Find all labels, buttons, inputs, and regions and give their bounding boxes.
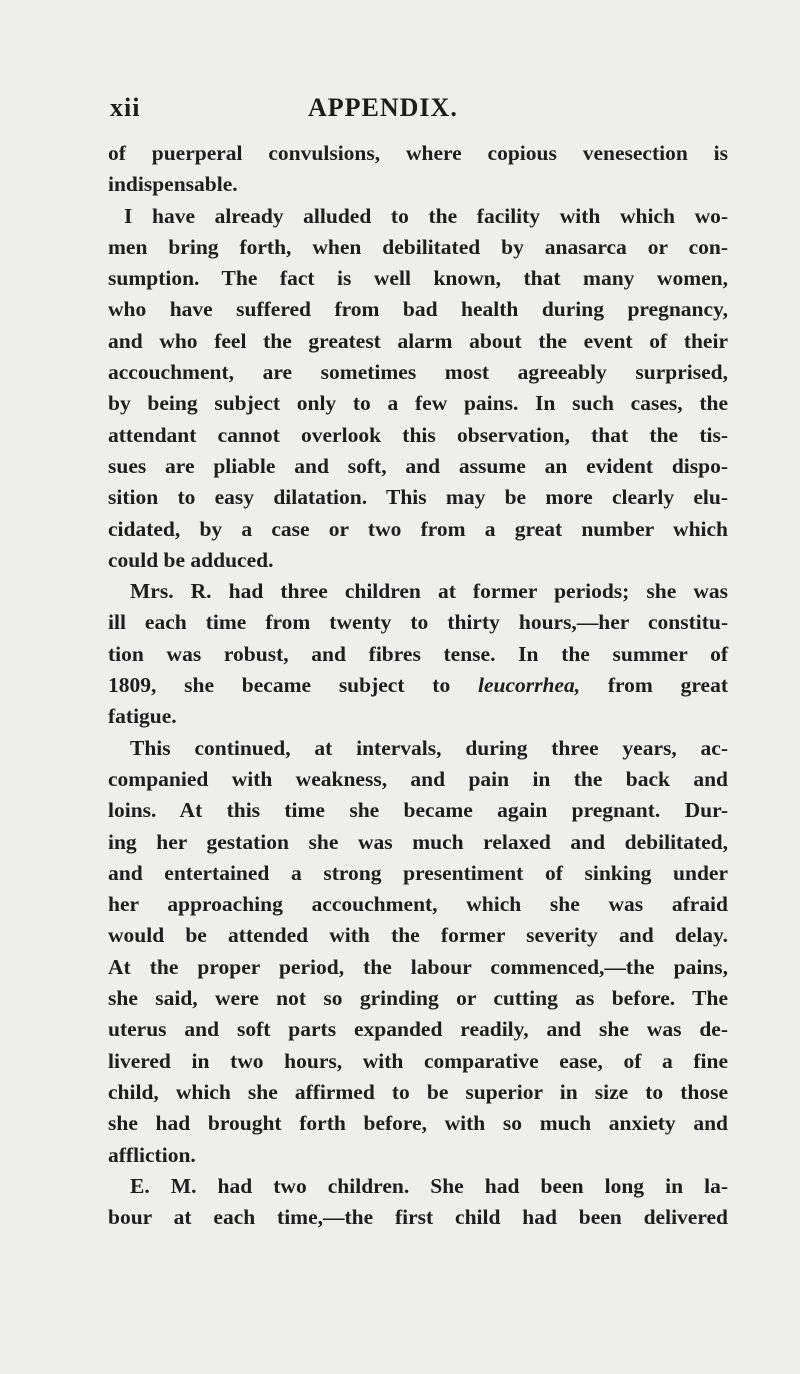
text-line: she had brought forth before, with so much anxiety and — [108, 1111, 728, 1136]
text-line: and entertained a strong presentiment of sinking under — [108, 860, 728, 885]
text-line: tion was robust, and fibres tense. In the summer of — [108, 641, 728, 666]
text-line: indispensable. — [108, 172, 238, 197]
body-text — [108, 138, 728, 1233]
text-line: child, which she affirmed to be superior in size to those — [108, 1079, 728, 1104]
text-line: cidated, by a case or two from a great number which — [108, 516, 728, 541]
text-line: could be adduced. — [108, 547, 274, 572]
text-line: uterus and soft parts expanded readily, and she was de- — [108, 1017, 728, 1042]
text-line: by being subject only to a few pains. In such cases, the — [108, 391, 728, 416]
text-line: her approaching accouchment, which she was afraid — [108, 892, 728, 917]
text-line: livered in two hours, with comparative ease, of a fine — [108, 1048, 728, 1073]
text-line: bour at each time,—the first child had been delivered — [108, 1205, 728, 1230]
page-number: xii — [110, 93, 141, 122]
page-header — [108, 93, 720, 133]
text-line: fatigue. — [108, 704, 177, 729]
text-line: sition to easy dilatation. This may be more clearly elu- — [108, 485, 728, 510]
text-line: of puerperal convulsions, where copious venesection is — [108, 141, 728, 165]
italic-term: leucorrhea, — [477, 673, 581, 698]
text-line: companied with weakness, and pain in the back and — [108, 766, 728, 791]
text-line: attendant cannot overlook this observation, that the tis- — [108, 422, 728, 447]
text-line: she said, were not so grinding or cutting as before. The — [108, 986, 728, 1011]
text-line: sues are pliable and soft, and assume an evident dispo- — [108, 453, 728, 478]
text-line: and who feel the greatest alarm about the event of their — [108, 328, 728, 353]
text-line: would be attended with the former severity and delay. — [108, 923, 728, 948]
text-line: ing her gestation she was much relaxed and debilitated, — [108, 829, 728, 854]
text-line: Mrs. R. had three children at former periods; she was — [130, 579, 728, 604]
text-line: men bring forth, when debilitated by anasarca or con- — [108, 234, 728, 259]
running-head: APPENDIX. — [308, 93, 458, 122]
text-line: E. M. had two children. She had been long in la- — [130, 1173, 728, 1198]
text-line: I have already alluded to the facility with which wo- — [124, 203, 728, 228]
text-line: This continued, at intervals, during three years, ac- — [130, 735, 728, 760]
text-line: At the proper period, the labour commenced,—the pains, — [108, 954, 728, 979]
text-line: ill each time from twenty to thirty hours,—her constitu- — [108, 610, 728, 635]
text-line: who have suffered from bad health during pregnancy, — [108, 297, 728, 322]
text-line: sumption. The fact is well known, that many women, — [108, 266, 728, 291]
text-line: 1809, she became subject to leucorrhea, from great — [108, 673, 728, 698]
text-line: affliction. — [108, 1142, 196, 1167]
text-line: loins. At this time she became again pregnant. Dur- — [108, 798, 728, 823]
text-line: accouchment, are sometimes most agreeably surprised, — [108, 360, 728, 385]
